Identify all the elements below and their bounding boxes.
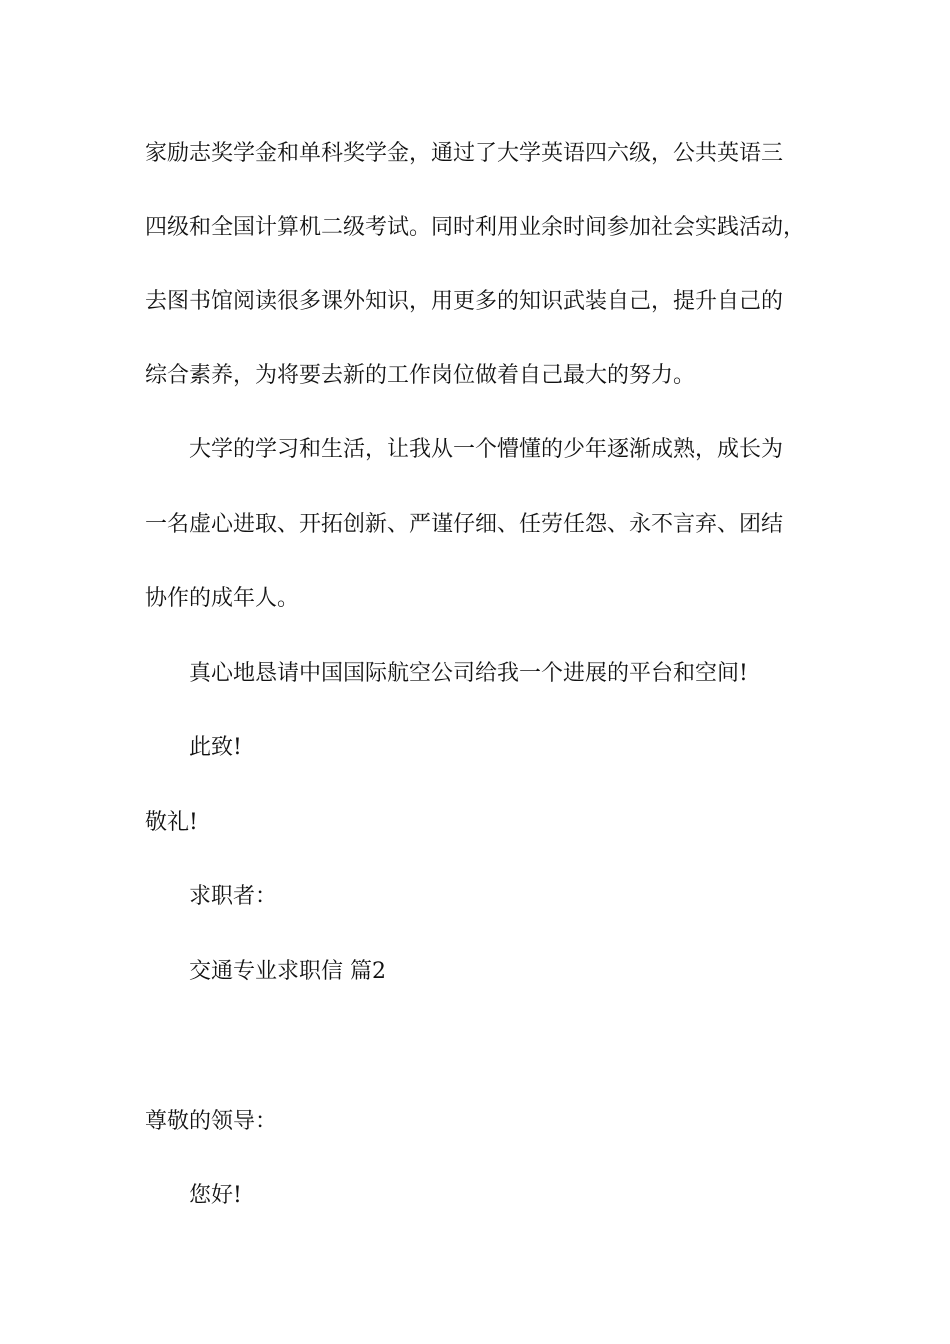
closing-regards: 敬礼! bbox=[145, 810, 198, 835]
paragraph-line: 四级和全国计算机二级考试。同时利用业余时间参加社会实践活动， bbox=[145, 215, 806, 240]
paragraph-line: 协作的成年人。 bbox=[145, 586, 300, 611]
paragraph-line: 家励志奖学金和单科奖学金，通过了大学英语四六级，公共英语三 bbox=[145, 141, 784, 166]
closing-salutation: 此致! bbox=[189, 735, 242, 760]
applicant-label: 求职者： bbox=[189, 884, 278, 909]
greeting-addressee: 尊敬的领导： bbox=[145, 1109, 278, 1134]
paragraph-line: 去图书馆阅读很多课外知识，用更多的知识武装自己，提升自己的 bbox=[145, 289, 784, 314]
paragraph-line: 综合素养，为将要去新的工作岗位做着自己最大的努力。 bbox=[145, 363, 696, 388]
section-heading: 交通专业求职信 篇2 bbox=[189, 959, 386, 984]
paragraph-line: 一名虚心进取、开拓创新、严谨仔细、任劳任怨、永不言弃、团结 bbox=[145, 512, 784, 537]
request-line: 真心地恳请中国国际航空公司给我一个进展的平台和空间! bbox=[189, 661, 748, 686]
greeting: 您好! bbox=[189, 1183, 242, 1208]
paragraph-line: 大学的学习和生活，让我从一个懵懂的少年逐渐成熟，成长为 bbox=[189, 437, 784, 462]
